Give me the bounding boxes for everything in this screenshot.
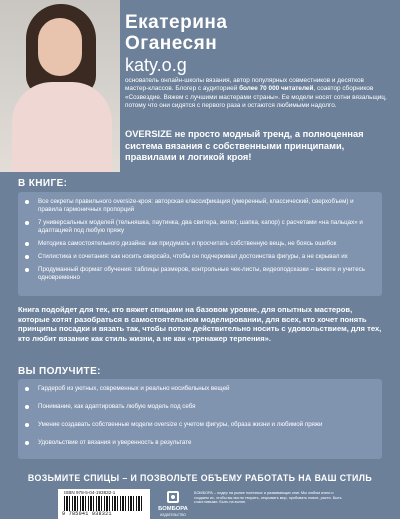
publisher-name: БОМБОРА	[158, 506, 188, 512]
in-book-list	[18, 198, 376, 282]
list-item: Методика самостоятельного дизайна: как придумать и просчитать собственную вещь, не боясь ошибок	[18, 240, 376, 248]
barcode	[58, 489, 150, 519]
publisher-logo	[156, 489, 190, 519]
bio-text-1: основатель онлайн-школы вязания, автор популярных совместников и десятков мастер-классов. Блогер с аудиторией	[125, 77, 364, 93]
photo-face	[38, 18, 82, 76]
list-item: Умение создавать собственные модели oversize с учетом фигуры, образа жизни и любимой пряжи	[18, 421, 376, 429]
publisher-logo-icon	[167, 491, 179, 503]
isbn: ISBN 978-5-04-193832-1	[64, 490, 116, 495]
barcode-digits: 9 785041 938321	[62, 511, 112, 517]
author-last-name: Оганесян	[125, 33, 218, 54]
tagline: OVERSIZE не просто модный тренд, а полноценная система вязания с собственными принципами, правилами и логикой кроя!	[125, 129, 364, 162]
audience-text: Книга подойдет для тех, кто вяжет спицами на базовом уровне, для опытных мастеров, которые хотят разобраться в самостоятельном моделировании, для всех, кто хочет понять принципы посадки и вязать так, чтобы потом действительно носить с удовольствием, для тех, кто любит вязание как стиль жизни, а не как «тренажер терпения».	[18, 305, 382, 343]
list-item: Все секреты правильного oversize-кроя: авторская классификация (умеренный, классический, сверхобъем) и правила гармоничных пропорций	[18, 198, 376, 214]
list-item: Понимание, как адаптировать любую модель под себя	[18, 403, 376, 411]
in-book-panel	[18, 192, 382, 296]
list-item: Удовольствие от вязания и уверенность в результате	[18, 439, 376, 447]
in-book-title: В КНИГЕ:	[18, 178, 68, 189]
photo-sweater	[12, 82, 112, 172]
list-item: Продуманный формат обучения: таблицы размеров, контрольные чек-листы, видеоподсказки – вяжете и учитесь одновременно	[18, 266, 376, 282]
you-get-title: ВЫ ПОЛУЧИТЕ:	[18, 366, 101, 377]
slogan: ВОЗЬМИТЕ СПИЦЫ – И ПОЗВОЛЬТЕ ОБЪЕМУ РАБОТАТЬ НА ВАШ СТИЛЬ	[27, 473, 373, 483]
publisher-description: БОМБОРА – лидер на рынке полезных и развивающих книг. Мы любим книги и создаем их, чтобы вы могли творить, открывать мир, пробовать новое, расти. Быть счастливыми. Быть на волне.	[194, 491, 342, 505]
list-item: 7 универсальных моделей (тельняшка, паутинка, два свитера, жилет, шапка, капор) с расчетами «на пальцах» и адаптацией под любую пряжу	[18, 219, 376, 235]
footer	[58, 489, 348, 519]
author-name	[125, 12, 375, 54]
bio-text-2: , соавтор сборников «Созвездие. Вяжем с лучшими мастерами страны». Ее модели носят сотни вязальщиц, потому что они сидятся с первого раза и остаются любимыми надолго.	[125, 85, 387, 110]
author-block	[0, 0, 400, 172]
author-bio	[125, 77, 387, 111]
barcode-bars	[64, 496, 144, 511]
you-get-panel	[18, 379, 382, 459]
list-item: Гардероб из уютных, современных и реально носибельных вещей	[18, 385, 376, 393]
publisher-sub: ИЗДАТЕЛЬСТВО	[160, 513, 186, 517]
author-photo	[0, 0, 120, 172]
you-get-list	[18, 385, 376, 447]
author-handle: katy.o.g	[125, 55, 187, 75]
author-first-name: Екатерина	[125, 12, 228, 33]
bio-bold: более 70 000 читателей	[239, 85, 314, 93]
list-item: Стилистика и сочетания: как носить оверсайз, чтобы он подчеркивал достоинства фигуры, а не скрывал их	[18, 253, 376, 261]
